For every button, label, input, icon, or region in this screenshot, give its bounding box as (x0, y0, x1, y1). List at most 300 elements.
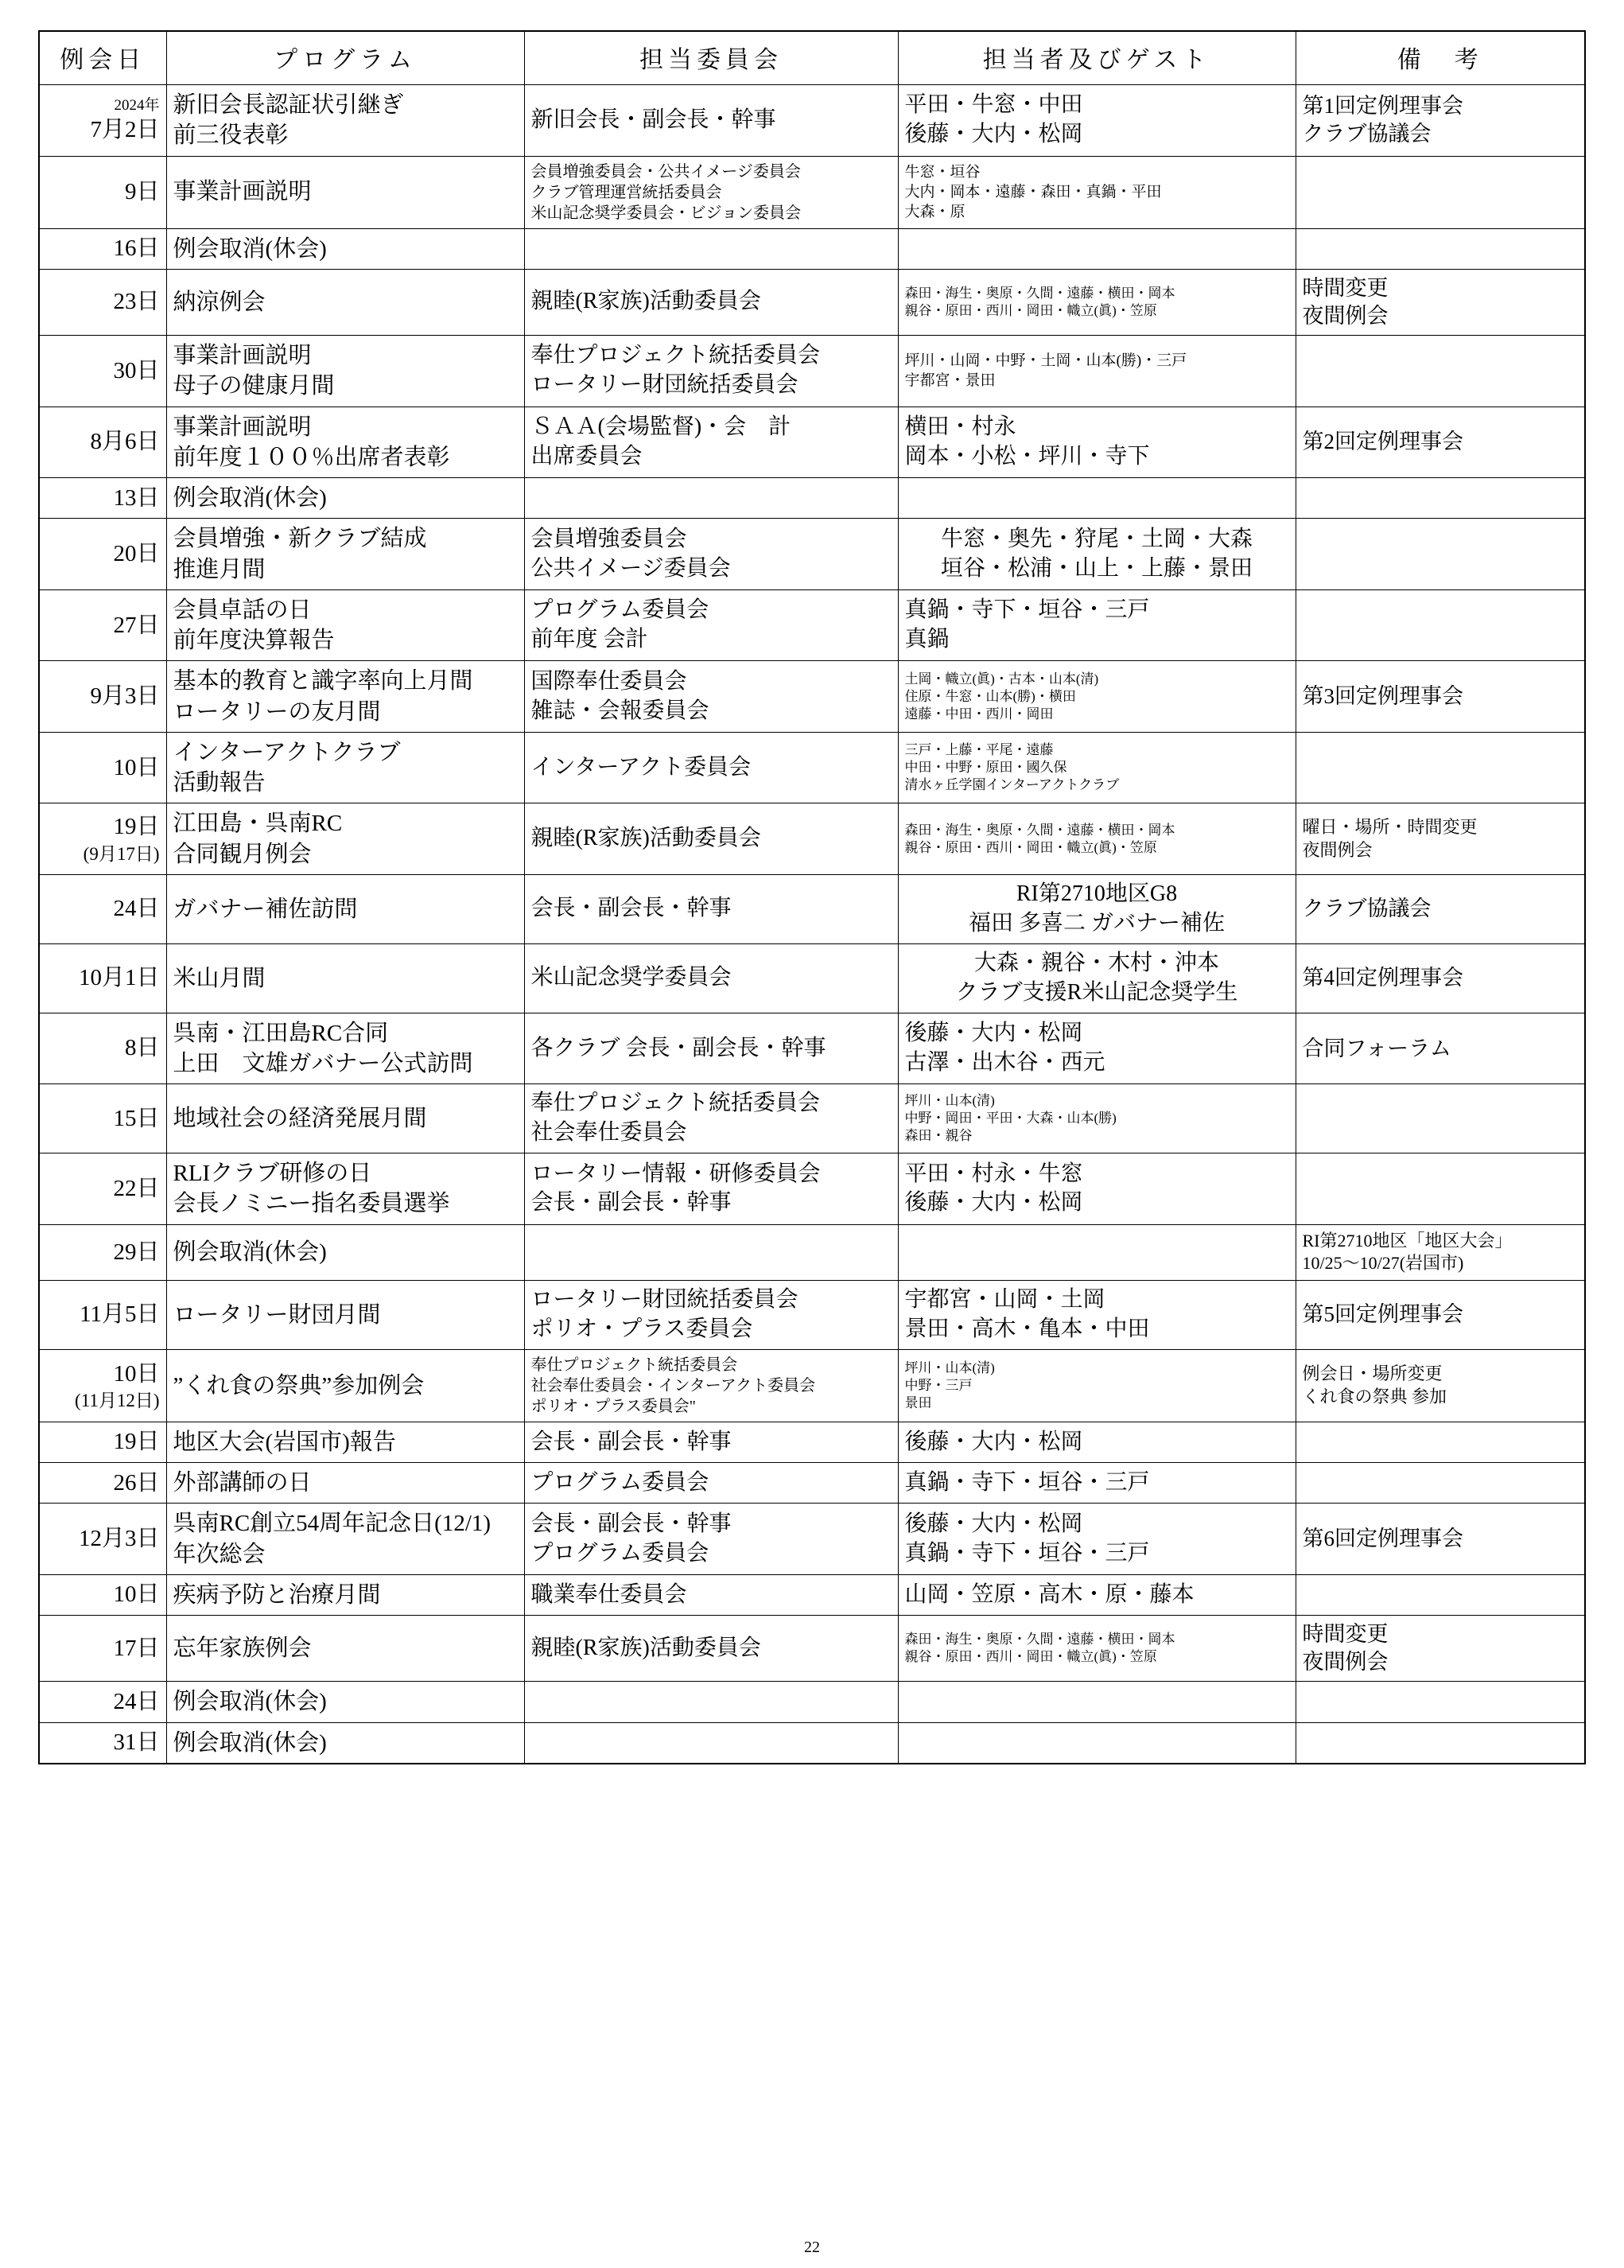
cell-guest-line: 中田・中野・原田・國久保 (904, 760, 1067, 776)
cell-note-line: 例会日・場所変更 (1302, 1364, 1443, 1384)
cell-guest-line: 坪川・山本(清) (904, 1360, 995, 1375)
cell-guest-line: 横田・村永 (904, 414, 1016, 439)
date-value: 13日 (113, 484, 160, 511)
cell-committee-line: ロータリー財団統括委員会 (530, 372, 798, 398)
cell-guest-line: 福田 多喜二 ガバナー補佐 (968, 910, 1225, 936)
cell-committee-line: 会長・副会長・幹事 (530, 1190, 732, 1216)
table-row (39, 1084, 1585, 1153)
cell-note (1296, 1463, 1585, 1504)
cell-date (39, 478, 166, 519)
cell-program (166, 1224, 524, 1280)
table-row (39, 1682, 1585, 1722)
table-row (39, 228, 1585, 269)
cell-program (166, 269, 524, 335)
cell-note-line: 第4回定例理事会 (1302, 966, 1463, 990)
cell-note (1296, 335, 1585, 407)
cell-note (1296, 732, 1585, 803)
cell-guest (898, 519, 1296, 590)
table-row (39, 156, 1585, 228)
cell-program (166, 478, 524, 519)
cell-guest-line: 大内・岡本・遠藤・森田・真鍋・平田 (904, 183, 1162, 200)
cell-guest-line: 岡本・小松・坪川・寺下 (904, 443, 1150, 469)
cell-guest-line: 後藤・大内・松岡 (904, 1511, 1083, 1536)
cell-committee-line: プログラム委員会 (530, 1540, 709, 1566)
cell-guest-line: 景田・高木・亀本・中田 (904, 1316, 1150, 1341)
cell-guest (898, 1463, 1296, 1504)
cell-guest-line: 大森・原 (904, 204, 965, 221)
cell-program (166, 85, 524, 157)
table-row (39, 85, 1585, 157)
cell-program (166, 589, 524, 661)
cell-program-line: 納涼例会 (173, 289, 266, 315)
cell-guest-line: クラブ支援R米山記念奨学生 (955, 979, 1238, 1005)
cell-program-line: 地区大会(岩国市)報告 (173, 1429, 396, 1455)
cell-program-line: 外部講師の日 (173, 1470, 312, 1496)
cell-program-line: 前年度１００％出席者表彰 (173, 444, 450, 470)
cell-guest-line: 山岡・笠原・高木・原・藤本 (904, 1581, 1195, 1607)
cell-program (166, 803, 524, 875)
cell-guest (898, 1682, 1296, 1722)
cell-program-line: 事業計画説明 (173, 414, 312, 440)
table-row (39, 589, 1585, 661)
table-row (39, 1463, 1585, 1504)
cell-committee-line: 親睦(R家族)活動委員会 (530, 289, 761, 314)
cell-committee-line: 社会奉仕委員会 (530, 1120, 687, 1146)
cell-note-line: 夜間例会 (1302, 839, 1373, 860)
cell-note (1296, 478, 1585, 519)
cell-committee-line: 米山記念奨学委員会 (530, 965, 732, 990)
date-value: 22日 (113, 1175, 160, 1201)
date-value: 24日 (113, 896, 160, 922)
cell-guest (898, 269, 1296, 335)
cell-date (39, 1349, 166, 1422)
date-value: 19日 (113, 814, 160, 840)
cell-note-line: 曜日・場所・時間変更 (1302, 817, 1478, 838)
cell-note (1296, 269, 1585, 335)
cell-committee (524, 589, 898, 661)
cell-program (166, 1013, 524, 1084)
date-value: 11月5日 (80, 1301, 160, 1328)
cell-guest-line: 中野・岡田・平田・大森・山本(勝) (904, 1111, 1117, 1126)
cell-note-line: 第6回定例理事会 (1302, 1527, 1463, 1551)
cell-program-line: 例会取消(休会) (173, 485, 327, 512)
cell-note (1296, 1153, 1585, 1225)
cell-note (1296, 1504, 1585, 1575)
cell-note (1296, 1422, 1585, 1462)
cell-program-line: 疾病予防と治療月間 (173, 1581, 381, 1608)
cell-program-line: 会員卓話の日 (173, 597, 312, 623)
cell-program (166, 407, 524, 478)
date-value: 19日 (113, 1429, 160, 1455)
cell-guest (898, 1224, 1296, 1280)
cell-committee (524, 1722, 898, 1764)
cell-date (39, 1280, 166, 1349)
cell-committee-line: 米山記念奨学委員会・ビジョン委員会 (530, 204, 802, 222)
cell-date (39, 1013, 166, 1084)
cell-program (166, 1504, 524, 1575)
cell-guest (898, 732, 1296, 803)
cell-guest-line: 土岡・幟立(眞)・古本・山本(清) (904, 671, 1099, 687)
cell-note (1296, 407, 1585, 478)
cell-program-line: 事業計画説明 (173, 342, 312, 368)
cell-guest (898, 1574, 1296, 1615)
cell-committee-line: プログラム委員会 (530, 1469, 709, 1495)
cell-date (39, 269, 166, 335)
cell-guest-line: 牛窓・垣谷 (904, 163, 981, 181)
cell-note (1296, 943, 1585, 1013)
cell-note-line: 第1回定例理事会 (1302, 94, 1463, 119)
cell-guest (898, 1084, 1296, 1153)
cell-guest-line: 平田・牛窓・中田 (904, 92, 1083, 118)
cell-committee (524, 1682, 898, 1722)
cell-program-line: 前三役表彰 (173, 123, 289, 149)
cell-note-line: クラブ協議会 (1302, 897, 1432, 921)
cell-committee-line: ロータリー財団統括委員会 (530, 1286, 798, 1312)
table-row (39, 407, 1585, 478)
cell-note (1296, 661, 1585, 733)
cell-committee (524, 1349, 898, 1422)
cell-note-line: 10/25〜10/27(岩国市) (1302, 1253, 1464, 1274)
date-year: 2024年 (114, 96, 160, 114)
column-header-program: プログラム (166, 31, 524, 85)
cell-program-line: 新旧会長認証状引継ぎ (173, 92, 404, 118)
cell-committee-line: 社会奉仕委員会・インターアクト委員会 (530, 1376, 816, 1395)
cell-program-line: ロータリーの友月間 (173, 698, 381, 725)
table-row (39, 661, 1585, 733)
cell-committee (524, 519, 898, 590)
cell-committee-line: インターアクト委員会 (530, 754, 752, 780)
cell-program (166, 335, 524, 407)
cell-guest-line: 後藤・大内・松岡 (904, 1021, 1083, 1046)
cell-guest-line: 景田 (904, 1395, 932, 1410)
date-value: 29日 (113, 1239, 160, 1265)
cell-guest-line: 平田・村永・牛窓 (904, 1161, 1083, 1186)
cell-date (39, 1224, 166, 1280)
cell-program (166, 1682, 524, 1722)
table-row (39, 478, 1585, 519)
cell-note-line: 第5回定例理事会 (1302, 1302, 1463, 1327)
cell-note-line: 第3回定例理事会 (1302, 684, 1463, 709)
cell-committee (524, 732, 898, 803)
cell-program-line: 母子の健康月間 (173, 373, 335, 399)
date-value: 10日 (113, 754, 160, 780)
date-value: 26日 (113, 1469, 160, 1496)
cell-program (166, 1349, 524, 1422)
cell-program-line: 基本的教育と識字率向上月間 (173, 668, 473, 694)
cell-program (166, 874, 524, 943)
table-row (39, 519, 1585, 590)
cell-guest-line: 古澤・出木谷・西元 (904, 1050, 1105, 1076)
cell-program-line: RLIクラブ研修の日 (173, 1161, 372, 1187)
cell-committee-line: プログラム委員会 (530, 597, 709, 623)
date-value: 15日 (113, 1105, 160, 1131)
cell-committee (524, 1574, 898, 1615)
cell-committee (524, 85, 898, 157)
cell-program-line: 江田島・呉南RC (173, 811, 343, 837)
cell-committee (524, 1280, 898, 1349)
cell-note (1296, 1280, 1585, 1349)
cell-note-line: 夜間例会 (1302, 303, 1389, 328)
cell-program (166, 519, 524, 590)
cell-guest-line: 宇都宮・景田 (904, 372, 996, 390)
cell-committee-line: 前年度 会計 (530, 627, 648, 652)
cell-note-line: 時間変更 (1302, 1622, 1389, 1647)
cell-committee-line: 会員増強委員会 (530, 526, 687, 551)
table-row (39, 1504, 1585, 1575)
cell-committee (524, 1616, 898, 1682)
table-row (39, 1422, 1585, 1462)
cell-guest-line: 垣谷・松浦・山上・上藤・景田 (940, 555, 1253, 581)
table-row (39, 1280, 1585, 1349)
table-row (39, 803, 1585, 875)
cell-committee-line: ポリオ・プラス委員会" (530, 1397, 696, 1415)
cell-committee-line: 奉仕プロジェクト統括委員会 (530, 343, 820, 368)
date-value: 10日 (113, 1581, 160, 1608)
cell-program-line: 年次総会 (173, 1541, 266, 1567)
cell-note (1296, 519, 1585, 590)
cell-committee-line: 親睦(R家族)活動委員会 (530, 826, 761, 851)
cell-committee-line: 会長・副会長・幹事 (530, 1511, 732, 1536)
cell-guest (898, 478, 1296, 519)
cell-program (166, 1616, 524, 1682)
cell-note (1296, 589, 1585, 661)
cell-guest (898, 589, 1296, 661)
cell-date (39, 156, 166, 228)
cell-program (166, 1722, 524, 1764)
cell-guest-line: 坪川・山岡・中野・土岡・山本(勝)・三戸 (904, 352, 1187, 370)
cell-program (166, 228, 524, 269)
cell-guest (898, 874, 1296, 943)
cell-committee (524, 1153, 898, 1225)
cell-guest-line: 後藤・大内・松岡 (904, 122, 1083, 147)
date-value: 10日 (113, 1360, 160, 1387)
cell-note-line: 夜間例会 (1302, 1650, 1389, 1675)
cell-committee-line: 奉仕プロジェクト統括委員会 (530, 1091, 820, 1116)
date-value: 8日 (124, 1035, 160, 1061)
table-row (39, 1013, 1585, 1084)
cell-committee-line: 会員増強委員会・公共イメージ委員会 (530, 162, 801, 181)
cell-committee (524, 269, 898, 335)
cell-date (39, 943, 166, 1013)
cell-program-line: 前年度決算報告 (173, 628, 335, 654)
date-value: 20日 (113, 541, 160, 567)
table-row (39, 1722, 1585, 1764)
table-row (39, 943, 1585, 1013)
cell-program (166, 1422, 524, 1462)
cell-guest-line: 大森・親谷・木村・沖本 (973, 950, 1219, 975)
date-value: 23日 (113, 289, 160, 315)
cell-committee-line: 会長・副会長・幹事 (530, 1429, 732, 1454)
cell-program-line: ガバナー補佐訪問 (173, 896, 358, 922)
cell-date (39, 1616, 166, 1682)
cell-program (166, 1280, 524, 1349)
date-value: 16日 (113, 235, 160, 262)
cell-note (1296, 1616, 1585, 1682)
cell-program-line: 米山月間 (173, 965, 266, 991)
cell-committee (524, 156, 898, 228)
cell-guest (898, 1280, 1296, 1349)
cell-committee (524, 1422, 898, 1462)
date-value: 12月3日 (78, 1526, 160, 1552)
date-value: 10月1日 (78, 965, 160, 991)
cell-note (1296, 803, 1585, 875)
table-body (39, 85, 1585, 1764)
cell-committee (524, 943, 898, 1013)
cell-guest-line: 宇都宮・山岡・土岡 (904, 1286, 1105, 1312)
cell-guest-line: 三戸・上藤・平尾・遠藤 (904, 742, 1054, 758)
table-row (39, 1349, 1585, 1422)
cell-guest-line: 後藤・大内・松岡 (904, 1429, 1083, 1454)
cell-committee (524, 874, 898, 943)
table-row (39, 732, 1585, 803)
cell-guest (898, 661, 1296, 733)
date-value: 24日 (113, 1688, 160, 1714)
cell-guest-line: 中野・三戸 (904, 1377, 973, 1393)
cell-program-line: 地域社会の経済発展月間 (173, 1106, 427, 1132)
cell-guest-line: 後藤・大内・松岡 (904, 1190, 1083, 1216)
cell-guest (898, 156, 1296, 228)
cell-guest-line: 森田・海生・奥原・久間・遠藤・横田・岡本 (904, 285, 1175, 301)
cell-date (39, 1504, 166, 1575)
cell-program-line: 呉南・江田島RC合同 (173, 1020, 389, 1046)
cell-note (1296, 1224, 1585, 1280)
date-value: 17日 (113, 1635, 160, 1661)
cell-committee (524, 1084, 898, 1153)
cell-program (166, 1153, 524, 1225)
date-value: 9日 (124, 178, 160, 204)
table-row (39, 1574, 1585, 1615)
cell-committee-line: 会長・副会長・幹事 (530, 896, 732, 921)
cell-program-line: ロータリー財団月間 (173, 1301, 381, 1328)
cell-note-line: 時間変更 (1302, 275, 1389, 300)
cell-program-line: 事業計画説明 (173, 179, 312, 205)
cell-guest-line: RI第2710地区G8 (1016, 881, 1178, 906)
cell-note (1296, 874, 1585, 943)
cell-program-line: ”くれ食の祭典”参加例会 (173, 1372, 425, 1399)
cell-guest-line: 真鍋・寺下・垣谷・三戸 (904, 597, 1150, 623)
cell-committee (524, 335, 898, 407)
cell-guest (898, 1616, 1296, 1682)
cell-committee-line: 新旧会長・副会長・幹事 (530, 107, 776, 132)
date-alt: (11月12日) (75, 1390, 160, 1410)
cell-program-line: 忘年家族例会 (173, 1636, 312, 1662)
cell-guest-line: 森田・親谷 (904, 1128, 973, 1144)
cell-date (39, 1084, 166, 1153)
cell-guest-line: 真鍋・寺下・垣谷・三戸 (904, 1469, 1150, 1495)
cell-committee-line: 雑誌・会報委員会 (530, 698, 709, 723)
cell-note (1296, 1722, 1585, 1764)
cell-guest-line: 清水ヶ丘学園インターアクトクラブ (904, 777, 1120, 793)
cell-committee-line: ポリオ・プラス委員会 (530, 1316, 753, 1341)
cell-guest (898, 1504, 1296, 1575)
cell-committee (524, 407, 898, 478)
date-value: 30日 (113, 357, 160, 383)
cell-date (39, 519, 166, 590)
cell-committee-line: 国際奉仕委員会 (530, 668, 687, 694)
cell-note (1296, 1682, 1585, 1722)
cell-guest (898, 228, 1296, 269)
cell-date (39, 661, 166, 733)
cell-committee-line: 親睦(R家族)活動委員会 (530, 1635, 761, 1660)
cell-date (39, 228, 166, 269)
cell-guest-line: 森田・海生・奥原・久間・遠藤・横田・岡本 (904, 822, 1175, 838)
cell-guest (898, 943, 1296, 1013)
table-row (39, 335, 1585, 407)
cell-committee-line: 出席委員会 (530, 443, 643, 469)
cell-program-line: 会員増強・新クラブ結成 (173, 526, 427, 552)
cell-date (39, 1574, 166, 1615)
table-row (39, 874, 1585, 943)
cell-guest-line: 坪川・山本(清) (904, 1093, 995, 1109)
column-header-guest: 担当者及びゲスト (898, 31, 1296, 85)
cell-committee-line: ＳＡＡ(会場監督)・会 計 (530, 414, 791, 439)
cell-program-line: 例会取消(休会) (173, 1239, 327, 1266)
cell-guest-line: 牛窓・奥先・狩尾・土岡・大森 (940, 526, 1253, 551)
cell-note-line: 第2回定例理事会 (1302, 430, 1463, 454)
date-value: 31日 (113, 1729, 160, 1756)
cell-program-line: 例会取消(休会) (173, 235, 327, 262)
cell-date (39, 732, 166, 803)
cell-guest-line: 真鍋・寺下・垣谷・三戸 (904, 1540, 1150, 1566)
cell-guest-line: 住原・牛窓・山本(勝)・横田 (904, 688, 1076, 704)
cell-date (39, 407, 166, 478)
table-row (39, 269, 1585, 335)
cell-program (166, 732, 524, 803)
date-value: 9月3日 (90, 683, 160, 710)
schedule-table (38, 30, 1586, 1764)
cell-program-line: 呉南RC創立54周年記念日(12/1) (173, 1511, 491, 1537)
date-alt: (9月17日) (83, 843, 160, 864)
cell-date (39, 589, 166, 661)
cell-guest-line: 遠藤・中田・西川・岡田 (904, 706, 1054, 722)
cell-guest (898, 1153, 1296, 1225)
cell-program (166, 1084, 524, 1153)
cell-program (166, 943, 524, 1013)
cell-date (39, 1682, 166, 1722)
cell-date (39, 85, 166, 157)
cell-date (39, 1463, 166, 1504)
cell-guest-line: 森田・海生・奥原・久間・遠藤・横田・岡本 (904, 1632, 1175, 1648)
cell-guest (898, 407, 1296, 478)
cell-guest (898, 85, 1296, 157)
column-header-committee: 担当委員会 (524, 31, 898, 85)
cell-program (166, 1463, 524, 1504)
cell-date (39, 335, 166, 407)
date-value: 27日 (113, 612, 160, 638)
cell-committee (524, 1224, 898, 1280)
table-row (39, 1616, 1585, 1682)
column-header-note: 備 考 (1296, 31, 1585, 85)
cell-committee (524, 661, 898, 733)
cell-note (1296, 228, 1585, 269)
cell-program (166, 661, 524, 733)
cell-guest (898, 803, 1296, 875)
table-row (39, 1224, 1585, 1280)
cell-committee (524, 1013, 898, 1084)
cell-committee (524, 478, 898, 519)
table-row (39, 1153, 1585, 1225)
cell-guest (898, 335, 1296, 407)
cell-committee (524, 1463, 898, 1504)
cell-guest (898, 1349, 1296, 1422)
cell-note (1296, 1013, 1585, 1084)
cell-guest (898, 1013, 1296, 1084)
table-header-row (39, 31, 1585, 85)
cell-guest (898, 1722, 1296, 1764)
cell-guest-line: 親谷・原田・西川・岡田・幟立(眞)・笠原 (904, 302, 1157, 318)
cell-note (1296, 1574, 1585, 1615)
cell-program-line: 合同観月例会 (173, 841, 312, 867)
